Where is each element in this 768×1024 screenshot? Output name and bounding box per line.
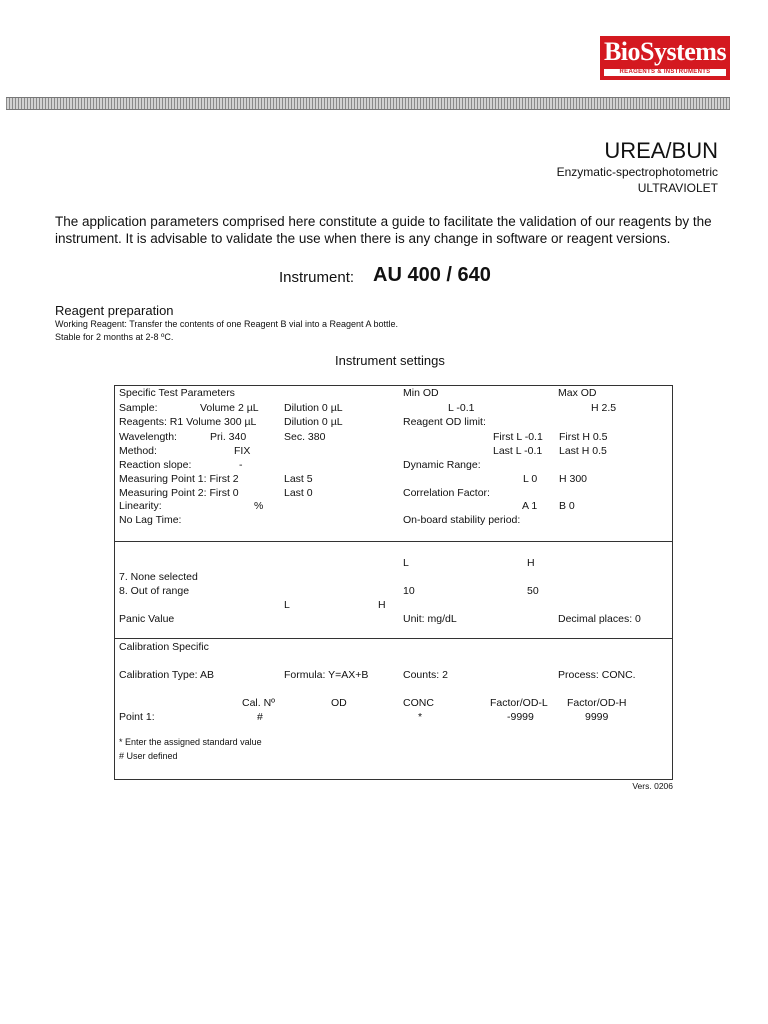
first-h: First H 0.5 (559, 431, 608, 443)
max-od-label: Max OD (558, 387, 597, 399)
range-l-header: L (403, 557, 409, 569)
correlation-a: A 1 (522, 500, 538, 512)
footnote-hash: # User defined (119, 751, 178, 761)
col-factor-h: Factor/OD-H (567, 697, 627, 709)
out-of-range-label: 8. Out of range (119, 585, 190, 597)
min-od-value: L -0.1 (448, 402, 475, 414)
stability-label: On-board stability period: (403, 514, 521, 526)
unit-label: Unit: mg/dL (403, 613, 457, 625)
calibration-heading: Calibration Specific (119, 641, 209, 653)
sample-label: Sample: (119, 402, 158, 414)
decimal-places: Decimal places: 0 (558, 613, 641, 625)
reagents-label: Reagents: R1 Volume 300 µL (119, 416, 257, 428)
method-subtitle: Enzymatic-spectrophotometric (556, 165, 718, 179)
min-od-label: Min OD (403, 387, 439, 399)
calibration-type: Calibration Type: AB (119, 669, 214, 681)
slope-value: - (239, 459, 243, 471)
mp1-label: Measuring Point 1: First 2 (119, 473, 239, 485)
wavelength-pri: Pri. 340 (210, 431, 247, 443)
correlation-label: Correlation Factor: (403, 487, 490, 499)
reagents-dilution: Dilution 0 µL (284, 416, 343, 428)
out-of-range-h: 50 (527, 585, 539, 597)
panic-h-header: H (378, 599, 386, 611)
linearity-label: Linearity: (119, 500, 162, 512)
col-factor-l: Factor/OD-L (490, 697, 548, 709)
page-title: UREA/BUN (604, 138, 718, 163)
intro-paragraph: The application parameters comprised here constitute a guide to facilitate the validation of our reagents by the instrument. It is advisable to validate the use when there is any change in software or reagent versions. (55, 214, 712, 246)
version-label: Vers. 0206 (632, 781, 673, 791)
point1-factor-l: -9999 (507, 711, 534, 723)
range-h-header: H (527, 557, 535, 569)
specific-heading: Specific Test Parameters (119, 387, 235, 399)
wavelength-label: Wavelength: (119, 431, 177, 443)
max-od-value: H 2.5 (591, 402, 617, 414)
correlation-b: B 0 (559, 500, 575, 512)
dynamic-range-label: Dynamic Range: (403, 459, 481, 471)
method-type: ULTRAVIOLET (637, 181, 718, 195)
point1-factor-h: 9999 (585, 711, 609, 723)
settings-title: Instrument settings (335, 353, 445, 368)
slope-label: Reaction slope: (119, 459, 192, 471)
point1-label: Point 1: (119, 711, 155, 723)
calibration-formula: Formula: Y=AX+B (284, 669, 369, 681)
instrument-label: Instrument: (279, 269, 355, 286)
dynamic-range-h: H 300 (559, 473, 588, 485)
specific-params-panel (114, 385, 673, 542)
dynamic-range-l: L 0 (523, 473, 538, 485)
point1-conc: * (418, 711, 423, 723)
reagent-prep-title: Reagent preparation (55, 303, 174, 318)
linearity-value: % (254, 500, 264, 512)
col-conc: CONC (403, 697, 434, 709)
sample-dilution: Dilution 0 µL (284, 402, 343, 414)
instrument-value: AU 400 / 640 (373, 264, 491, 286)
wavelength-sec: Sec. 380 (284, 431, 326, 443)
hatched-divider (6, 97, 730, 110)
col-od: OD (331, 697, 347, 709)
method-label: Method: (119, 445, 157, 457)
calibration-panel (114, 638, 673, 780)
reagent-od-label: Reagent OD limit: (403, 416, 486, 428)
nolag-label: No Lag Time: (119, 514, 182, 526)
biosystems-logo (600, 36, 730, 80)
mp1-last: Last 5 (284, 473, 313, 485)
method-value: FIX (234, 445, 251, 457)
first-l: First L -0.1 (493, 431, 543, 443)
col-cal-no: Cal. Nº (242, 697, 276, 709)
mp2-last: Last 0 (284, 487, 313, 499)
reagent-prep-line1: Working Reagent: Transfer the contents of one Reagent B vial into a Reagent A bottle. (55, 319, 399, 329)
mp2-label: Measuring Point 2: First 0 (119, 487, 239, 499)
panic-l-header: L (284, 599, 290, 611)
reagent-prep-line2: Stable for 2 months at 2-8 ºC. (55, 332, 174, 342)
out-of-range-l: 10 (403, 585, 415, 597)
logo-brand: BioSystems (603, 37, 727, 66)
footnote-star: * Enter the assigned standard value (119, 737, 262, 747)
last-l: Last L -0.1 (493, 445, 543, 457)
none-selected: 7. None selected (119, 571, 198, 583)
last-h: Last H 0.5 (559, 445, 607, 457)
calibration-counts: Counts: 2 (403, 669, 448, 681)
logo-tagline: REAGENTS & INSTRUMENTS (604, 69, 726, 76)
sample-volume: Volume 2 µL (200, 402, 259, 414)
panic-value-label: Panic Value (119, 613, 175, 625)
point1-cal: # (257, 711, 263, 723)
calibration-process: Process: CONC. (558, 669, 636, 681)
